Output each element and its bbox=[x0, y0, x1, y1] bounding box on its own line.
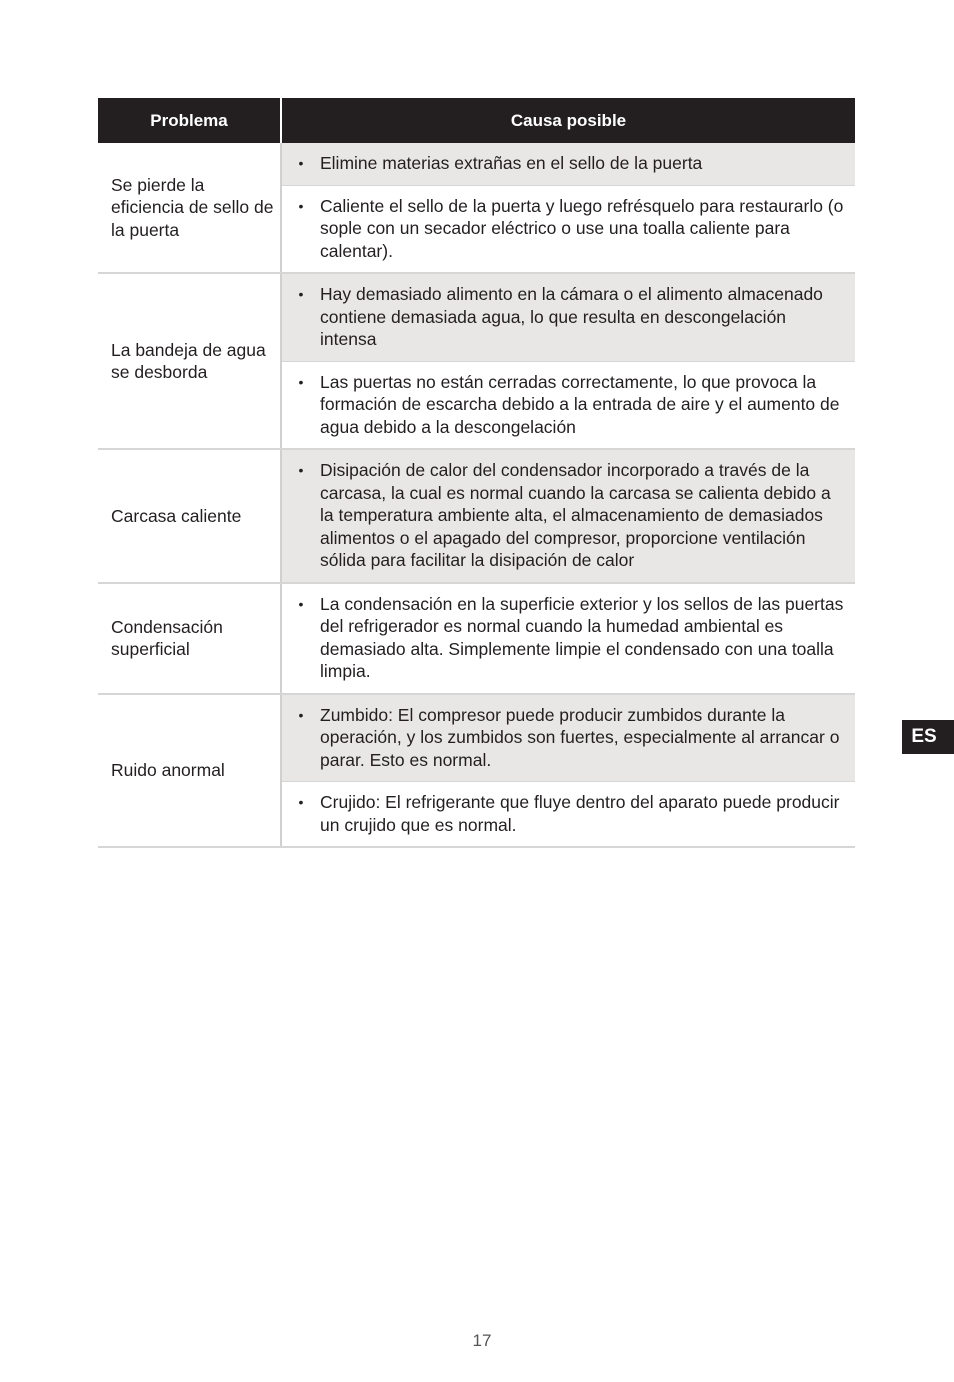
cause-cell bbox=[281, 143, 855, 185]
cause-text: Las puertas no están cerradas correctamente, lo que provoca la formación de escarcha debido a la entrada de aire y el aumento de agua debido a la descongelación bbox=[320, 371, 840, 437]
cause-text: La condensación en la superficie exterior y los sellos de las puertas del refrigerador es normal cuando la humedad ambiental es demasiado alta. Simplemente limpie el condensado con una toalla limpia. bbox=[320, 593, 844, 681]
bullet-icon: • bbox=[298, 197, 304, 214]
table-row bbox=[98, 449, 855, 583]
header-problem: Problema bbox=[98, 98, 281, 143]
cause-text: Caliente el sello de la puerta y luego refrésquelo para restaurarlo (o sople con un secador eléctrico o use una toalla caliente para calentar). bbox=[320, 195, 844, 261]
cause-text: Zumbido: El compresor puede producir zumbidos durante la operación, y los zumbidos son fuertes, especialmente al arrancar o parar. Esto es normal. bbox=[320, 704, 840, 770]
cause-cell bbox=[281, 185, 855, 273]
header-cause: Causa posible bbox=[281, 98, 855, 143]
problem-cell: Ruido anormal bbox=[98, 694, 281, 848]
cause-text: Crujido: El refrigerante que fluye dentro del aparato puede producir un crujido que es normal. bbox=[320, 792, 840, 835]
bullet-icon: • bbox=[298, 706, 304, 723]
bullet-icon: • bbox=[298, 462, 304, 478]
table-row bbox=[98, 694, 855, 782]
problem-cell: Condensación superficial bbox=[98, 583, 281, 694]
bullet-icon: • bbox=[298, 373, 304, 390]
bullet-icon: • bbox=[298, 595, 304, 612]
cause-cell bbox=[281, 273, 855, 361]
cause-text: Hay demasiado alimento en la cámara o el alimento almacenado contiene demasiada agua, lo que resulta en descongelación intensa bbox=[320, 284, 823, 349]
problem-cell: Se pierde la eficiencia de sello de la puerta bbox=[98, 143, 281, 273]
cause-cell bbox=[281, 583, 855, 694]
page-number: 17 bbox=[472, 1331, 492, 1350]
bullet-icon: • bbox=[298, 155, 304, 171]
troubleshooting-table bbox=[98, 98, 855, 848]
cause-cell bbox=[281, 361, 855, 449]
cause-text: Elimine materias extrañas en el sello de la puerta bbox=[320, 153, 703, 173]
cause-cell bbox=[281, 449, 855, 583]
problem-cell: La bandeja de agua se desborda bbox=[98, 273, 281, 449]
problem-cell: Carcasa caliente bbox=[98, 449, 281, 583]
table-row bbox=[98, 583, 855, 694]
table-header-row bbox=[98, 98, 855, 143]
bullet-icon: • bbox=[298, 286, 304, 302]
language-tab: ES bbox=[902, 720, 954, 754]
table-row bbox=[98, 273, 855, 361]
bullet-icon: • bbox=[298, 794, 304, 810]
table-row bbox=[98, 143, 855, 185]
cause-cell bbox=[281, 782, 855, 848]
cause-cell bbox=[281, 694, 855, 782]
cause-text: Disipación de calor del condensador incorporado a través de la carcasa, la cual es normal cuando la carcasa se calienta debido a la temperatura ambiente alta, el almacenamiento de demasiados alimentos o el apagado del compresor, proporcione ventilación sólida para facilitar la disipación de calor bbox=[320, 460, 831, 570]
